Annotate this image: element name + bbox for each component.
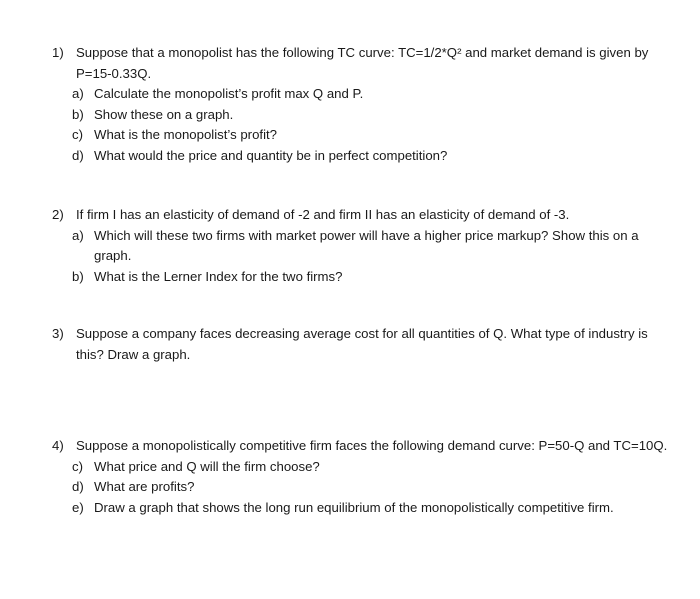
subquestion xyxy=(72,267,672,288)
question-3 xyxy=(52,324,672,365)
subquestion-label: d) xyxy=(72,147,84,163)
subquestion-text: Which will these two firms with market power will have a higher price markup? Show this on a graph. xyxy=(94,227,639,263)
subquestion xyxy=(72,125,672,146)
subquestion xyxy=(72,498,672,519)
question-text: Suppose that a monopolist has the following TC curve: TC=1/2*Q² and market demand is given by P=15-0.33Q. xyxy=(76,45,649,81)
subquestion-label: a) xyxy=(72,86,84,101)
subquestion-text: What is the Lerner Index for the two firms? xyxy=(94,268,343,284)
subquestion-text: Calculate the monopolist’s profit max Q and P. xyxy=(94,86,364,101)
subquestion xyxy=(72,226,672,267)
question-text: Suppose a company faces decreasing average cost for all quantities of Q. What type of industry is this? Draw a graph. xyxy=(76,326,648,362)
subquestion xyxy=(72,105,672,126)
question-text: Suppose a monopolistically competitive firm faces the following demand curve: P=50-Q and TC=10Q. xyxy=(76,438,668,453)
question-text: If firm I has an elasticity of demand of -2 and firm II has an elasticity of demand of -3. xyxy=(76,207,570,222)
subquestion-text: What are profits? xyxy=(94,479,195,494)
question-1 xyxy=(52,43,672,166)
subquestion-label: d) xyxy=(72,479,84,494)
question-number: 1) xyxy=(52,45,64,60)
subquestion-list xyxy=(72,84,672,166)
subquestion-text: What is the monopolist’s profit? xyxy=(94,127,278,142)
subquestion-text: Draw a graph that shows the long run equilibrium of the monopolistically competitive firm. xyxy=(94,499,614,515)
subquestion xyxy=(72,84,672,105)
subquestion-label: e) xyxy=(72,499,84,515)
subquestion-label: c) xyxy=(72,127,83,142)
subquestion-label: a) xyxy=(72,227,84,243)
subquestion-list xyxy=(72,457,672,519)
subquestion xyxy=(72,146,672,167)
question-number: 2) xyxy=(52,207,64,222)
subquestion-list xyxy=(72,226,672,288)
subquestion-label: b) xyxy=(72,106,84,122)
question-number: 3) xyxy=(52,326,64,341)
question-2 xyxy=(52,205,672,287)
subquestion-label: c) xyxy=(72,458,83,474)
subquestion-text: What would the price and quantity be in perfect competition? xyxy=(94,147,448,163)
subquestion xyxy=(72,477,672,498)
subquestion-label: b) xyxy=(72,268,84,284)
question-4 xyxy=(52,436,672,518)
subquestion-text: What price and Q will the firm choose? xyxy=(94,458,320,474)
subquestion xyxy=(72,457,672,478)
subquestion-text: Show these on a graph. xyxy=(94,106,234,122)
question-number: 4) xyxy=(52,438,64,453)
